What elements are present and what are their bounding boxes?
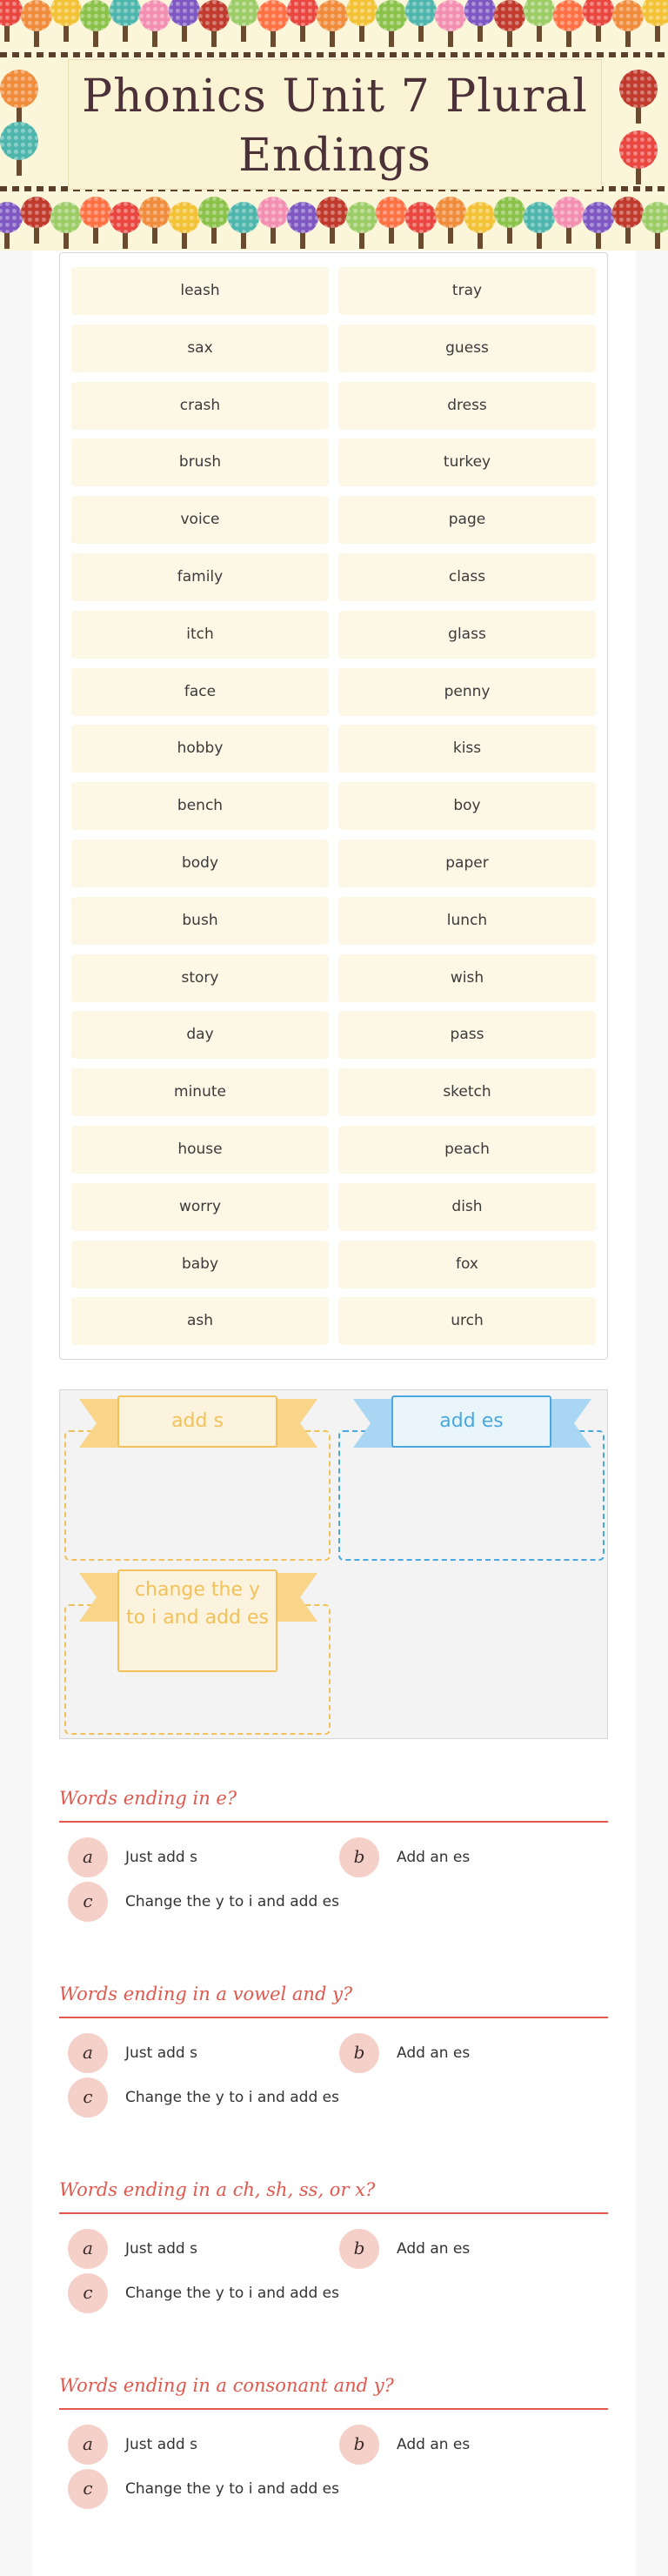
category-change-y: change the y to i and add es [117,1569,277,1672]
option-label: Add an es [397,2044,471,2062]
answer-option-b[interactable] [339,2425,600,2465]
tree-icon [50,0,82,42]
answer-option-a[interactable] [68,2425,329,2465]
word-card[interactable]: pass [338,1011,596,1059]
word-bank [59,252,608,1360]
word-card[interactable]: glass [338,611,596,659]
word-card[interactable]: fox [338,1241,596,1288]
category-add-es: add es [391,1395,551,1448]
word-card[interactable]: lunch [338,897,596,945]
sorting-panel [59,1389,608,1739]
word-card[interactable]: peach [338,1126,596,1174]
option-letter-badge: a [68,2229,108,2269]
tree-icon [583,202,614,249]
answer-option-b[interactable] [339,2229,600,2269]
question-divider [59,2017,608,2018]
word-card[interactable]: penny [338,668,596,716]
answer-option-c[interactable] [68,2273,339,2313]
tree-icon [612,0,644,47]
tree-icon [110,202,141,249]
tree-icon [376,197,407,244]
tree-icon [405,0,437,42]
word-card[interactable]: crash [71,382,329,430]
word-card[interactable]: brush [71,438,329,486]
word-card[interactable]: kiss [338,725,596,773]
tree-icon [553,197,584,244]
answer-option-a[interactable] [68,2033,329,2073]
word-card[interactable]: hobby [71,725,329,773]
word-card[interactable]: story [71,954,329,1002]
word-card[interactable]: baby [71,1241,329,1288]
option-letter-badge: c [68,2078,108,2118]
tree-icon [435,197,466,244]
option-letter-badge: a [68,2425,108,2465]
option-letter-badge: b [339,2229,379,2269]
word-card[interactable]: sax [71,325,329,372]
word-card[interactable]: urch [338,1297,596,1345]
option-letter-badge: c [68,2273,108,2313]
tree-icon [0,0,23,42]
option-label: Add an es [397,2436,471,2453]
option-letter-badge: c [68,1882,108,1922]
word-card[interactable]: voice [71,496,329,544]
word-card[interactable]: dress [338,382,596,430]
question-title: Words ending in e? [59,1788,237,1809]
answer-option-b[interactable] [339,1837,600,1877]
word-card[interactable]: paper [338,840,596,887]
word-card[interactable]: guess [338,325,596,372]
tree-icon [257,197,289,244]
option-label: Change the y to i and add es [125,2089,339,2106]
tree-icon [494,197,525,244]
tree-icon [0,202,23,249]
tree-icon [110,0,141,42]
tree-icon [198,197,230,244]
option-letter-badge: a [68,1837,108,1877]
tree-icon [346,202,377,249]
word-card[interactable]: wish [338,954,596,1002]
tree-icon [80,0,111,47]
word-card[interactable]: leash [71,267,329,315]
option-label: Add an es [397,2240,471,2258]
answer-option-a[interactable] [68,1837,329,1877]
word-card[interactable]: ash [71,1297,329,1345]
question-title: Words ending in a vowel and y? [59,1984,353,2004]
word-card[interactable]: minute [71,1068,329,1116]
tree-icon [0,70,38,124]
tree-icon [287,0,318,42]
tree-icon [80,197,111,244]
option-label: Just add s [125,1849,197,1866]
tree-icon [346,0,377,42]
tree-icon [317,197,348,244]
tree-icon [21,197,52,244]
word-card[interactable]: worry [71,1183,329,1231]
option-letter-badge: b [339,2033,379,2073]
tree-icon [317,0,348,47]
tree-icon [583,0,614,42]
option-label: Change the y to i and add es [125,2285,339,2302]
dropzone-add-es[interactable] [338,1430,605,1561]
answer-option-c[interactable] [68,2469,339,2509]
page-title: Phonics Unit 7 Plural Endings [82,70,588,182]
word-card[interactable]: bush [71,897,329,945]
option-label: Just add s [125,2044,197,2062]
tree-icon [642,0,668,42]
word-card[interactable]: face [71,668,329,716]
word-card[interactable]: day [71,1011,329,1059]
tree-icon [198,0,230,47]
option-letter-badge: b [339,1837,379,1877]
tree-icon [139,197,170,244]
answer-option-c[interactable] [68,2078,339,2118]
dotted-border-top [0,52,668,57]
tree-icon [524,202,555,249]
word-card[interactable]: turkey [338,438,596,486]
word-card[interactable]: tray [338,267,596,315]
word-card[interactable]: body [71,840,329,887]
tree-icon [287,202,318,249]
tree-icon [228,202,259,249]
tree-icon [494,0,525,47]
tree-icon [553,0,584,47]
option-label: Add an es [397,1849,471,1866]
tree-icon [435,0,466,47]
option-label: Just add s [125,2436,197,2453]
answer-option-b[interactable] [339,2033,600,2073]
option-letter-badge: b [339,2425,379,2465]
dropzone-add-s[interactable] [64,1430,331,1561]
word-card[interactable]: bench [71,782,329,830]
word-card[interactable]: class [338,553,596,601]
answer-option-c[interactable] [68,1882,339,1922]
tree-icon [21,0,52,47]
tree-icon [50,202,82,249]
tree-icon [619,130,658,184]
word-card[interactable]: house [71,1126,329,1174]
tree-icon [169,0,200,42]
word-card[interactable]: family [71,553,329,601]
answer-option-a[interactable] [68,2229,329,2269]
tree-icon [642,202,668,249]
word-card[interactable]: dish [338,1183,596,1231]
option-label: Change the y to i and add es [125,1893,339,1910]
word-card[interactable]: boy [338,782,596,830]
question-divider [59,2408,608,2410]
question-divider [59,1821,608,1823]
title-card [68,59,602,190]
word-card[interactable]: sketch [338,1068,596,1116]
option-label: Change the y to i and add es [125,2480,339,2498]
header-banner [0,0,668,251]
word-card[interactable]: itch [71,611,329,659]
tree-icon [612,197,644,244]
tree-icon [464,202,496,249]
word-card[interactable]: page [338,496,596,544]
question-title: Words ending in a ch, sh, ss, or x? [59,2179,376,2200]
tree-icon [464,0,496,42]
tree-icon [376,0,407,47]
question-title: Words ending in a consonant and y? [59,2375,394,2396]
tree-icon [257,0,289,47]
question-divider [59,2212,608,2214]
tree-icon [0,122,38,176]
tree-icon [524,0,555,42]
tree-icon [228,0,259,42]
option-letter-badge: c [68,2469,108,2509]
tree-icon [405,202,437,249]
tree-icon [619,70,658,124]
option-letter-badge: a [68,2033,108,2073]
tree-icon [139,0,170,47]
category-add-s: add s [117,1395,277,1448]
tree-icon [169,202,200,249]
option-label: Just add s [125,2240,197,2258]
